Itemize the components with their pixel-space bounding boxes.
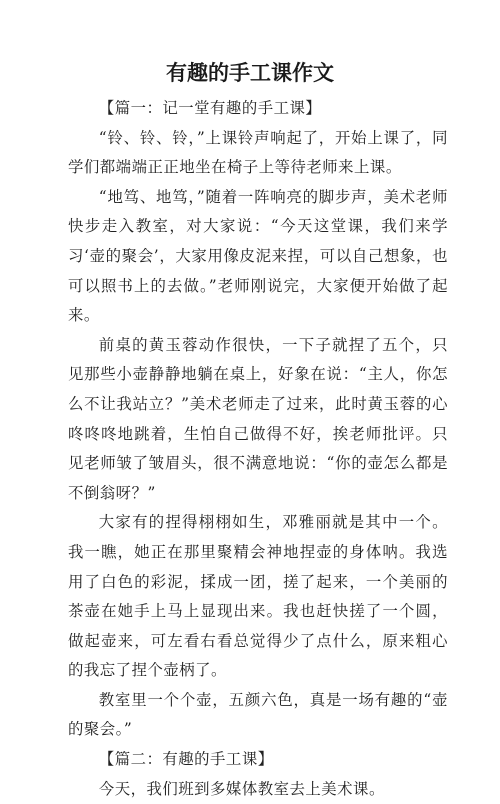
document-body: [68, 94, 448, 804]
section-heading-1: 【篇一：记一堂有趣的手工课】: [98, 99, 322, 117]
paragraph-3: 前桌的黄玉蓉动作很快，一下子就捏了五个，只见那些小壶静静地躺在桌上，好象在说：“主人，你怎么不让我站立？”美术老师走了过来，此时黄玉蓉的心咚咚咚地跳着，生怕自己做得不好，挨老师批评。只见老师皱了皱眉头，很不满意地说：“你的壶怎么都是不倒翁呀？”: [68, 335, 448, 502]
document-title: 有趣的手工课作文: [166, 61, 334, 85]
paragraph-4: 大家有的捏得栩栩如生，邓雅丽就是其中一个。我一瞧，她正在那里聚精会神地捏壶的身体呐。我选用了白色的彩泥，揉成一团，搓了起来，一个美丽的茶壶在她手上马上显现出来。我也赶快搓了一个圆，做起壶来，可左看右看总觉得少了点什么，原来粗心的我忘了捏个壶柄了。: [68, 513, 448, 680]
paragraph-2: “地笃、地笃，”随着一阵响亮的脚步声，美术老师快步走入教室，对大家说：“今天这堂课，我们来学习‘壶的聚会’，大家用像皮泥来捏，可以自己想象，也可以照书上的去做。”老师刚说完，大家便开始做了起来。: [68, 187, 448, 325]
paragraph-5: 教室里一个个壶，五颜六色，真是一场有趣的“壶的聚会。”: [68, 690, 448, 739]
paragraph-6: 今天，我们班到多媒体教室去上美术课。: [98, 779, 385, 798]
paragraph-1: “铃、铃、铃，”上课铃声响起了，开始上课了，同学们都端端正正地坐在椅子上等待老师来上课。: [68, 128, 448, 177]
section-heading-2: 【篇二：有趣的手工课】: [98, 750, 274, 769]
